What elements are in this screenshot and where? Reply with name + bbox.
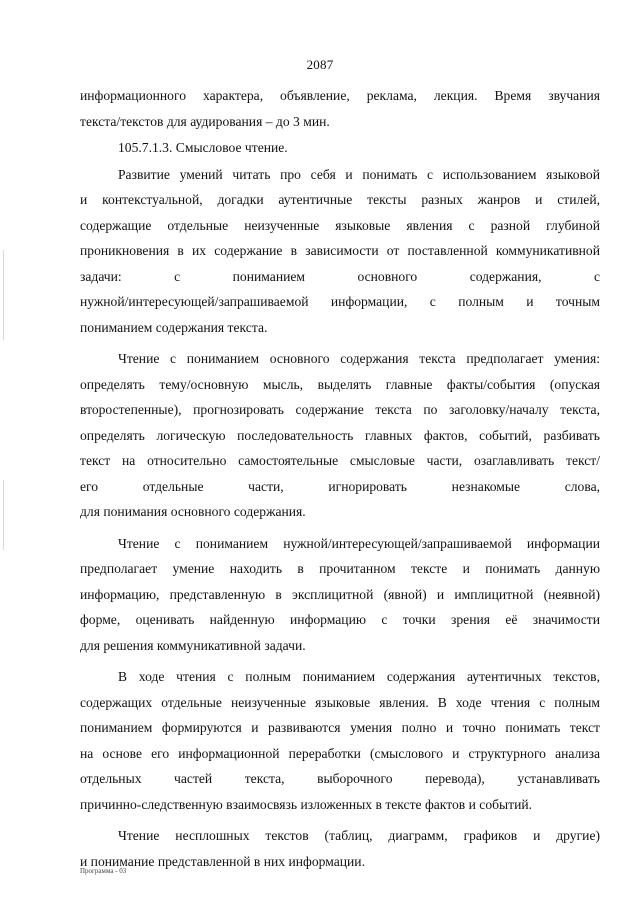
text-line: содержащих отдельные неизученные языковые явления. В ходе чтения с полным [80,694,600,710]
text-line: задачи: с пониманием основного содержания, с [80,268,600,284]
paragraph-main-content-reading [80,346,600,525]
section-heading [80,135,600,161]
text-line: для решения коммуникативной задачи. [80,637,306,653]
paragraph-specific-info-reading [80,531,600,659]
text-line: проникновения в их содержание в зависимости от поставленной коммуникативной [80,243,600,258]
text-line: для понимания основного содержания. [80,504,306,519]
text-line: форме, оценивать найденную информацию с точки зрения её значимости [80,612,600,627]
text-line: и контекстуальной, догадки аутентичные тексты разных жанров и стилей, [80,192,600,207]
text-line: содержащие отдельные неизученные языковые явления с разной глубиной [80,217,600,233]
paragraph-continuation [80,83,600,134]
text-line: на основе его информационной переработки (смыслового и структурного анализа [80,745,600,761]
text-line: Чтение с пониманием нужной/интересующей/запрашиваемой информации [118,535,600,551]
text-line: текста/текстов для аудирования – до 3 мин. [80,113,330,129]
paragraph-non-continuous-texts [80,823,600,874]
text-line: 105.7.1.3. Смысловое чтение. [118,140,288,155]
text-line: определять тему/основную мысль, выделять главные факты/события (опуская [80,376,600,392]
text-line: нужной/интересующей/запрашиваемой информации, с полным и точным [80,294,600,309]
text-line: определять логическую последовательность главных фактов, событий, разбивать [80,427,600,443]
text-line: второстепенные), прогнозировать содержание текста по заголовку/началу текста, [80,402,600,417]
text-line: отдельных частей текста, выборочного перевода), устанавливать [80,771,600,786]
text-line: текст на относительно самостоятельные смысловые части, озаглавливать текст/ [80,453,600,468]
text-line: В ходе чтения с полным пониманием содержания аутентичных текстов, [118,669,600,684]
text-line: информационного характера, объявление, реклама, лекция. Время звучания [80,88,600,103]
text-line: информацию, представленную в эксплицитной (явной) и имплицитной (неявной) [80,586,600,602]
page-body [80,83,600,874]
text-line: причинно-следственную взаимосвязь изложенных в тексте фактов и событий. [80,796,533,812]
text-line: Чтение с пониманием основного содержания текста предполагает умения: [118,351,600,366]
text-line: предполагает умение находить в прочитанном тексте и понимать данную [80,561,600,576]
text-line: пониманием формируются и развиваются умения полно и точно понимать текст [80,720,600,735]
text-line: его отдельные части, игнорировать незнакомые слова, [80,478,600,494]
page-number: 2087 [306,57,334,72]
paragraph-full-understanding [80,664,600,817]
page-footer: Программа - 03 [80,867,127,875]
text-line: пониманием содержания текста. [80,319,268,335]
text-line: Чтение несплошных текстов (таблиц, диаграмм, графиков и другие) [118,828,600,843]
scan-edge-mark [3,480,4,550]
scan-edge-mark [3,250,4,340]
text-line: Развитие умений читать про себя и понимать с использованием языковой [118,166,600,182]
text-line: и понимание представленной в них информации. [80,853,365,869]
paragraph-reading-skills [80,162,600,341]
